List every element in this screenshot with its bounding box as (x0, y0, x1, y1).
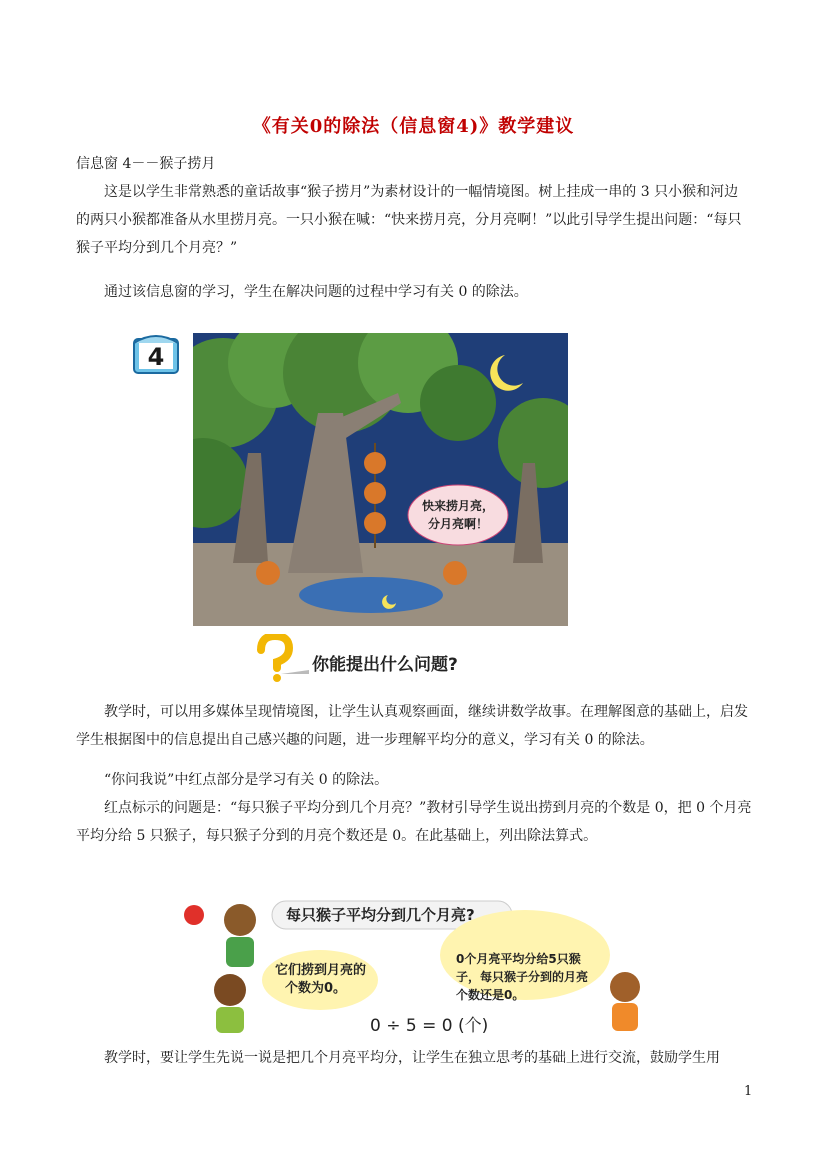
paragraph-final: 教学时，要让学生先说一说是把几个月亮平均分，让学生在独立思考的基础上进行交流，鼓励学生用 (104, 1050, 720, 1066)
speech-line-2: 分月亮啊！ (427, 517, 489, 531)
paragraph-goal: 通过该信息窗的学习，学生在解决问题的过程中学习有关 0 的除法。 (104, 284, 528, 300)
svg-text:4: 4 (147, 343, 165, 371)
answer-right-line-2: 子，每只猴子分到的月亮 (456, 970, 589, 984)
paragraph-intro: 这是以学生非常熟悉的童话故事“猴子捞月”为素材设计的一幅情境图。树上挂成一串的 3 只小猴和河边的两只小猴都准备从水里捞月亮。一只小猴在喊：“快来捞月亮，分月亮啊！”以此引导学生提出问题：“每只猴子平均分到几个月亮？” (76, 184, 742, 256)
answer-right-line-3: 个数还是0。 (456, 988, 525, 1002)
speech-line-1: 快来捞月亮， (421, 499, 495, 513)
page-number: 1 (744, 1084, 753, 1099)
document-title: 《有关0的除法（信息窗4)》教学建议 (252, 116, 575, 137)
paragraph-red-dot: “你问我说”中红点部分是学习有关 0 的除法。 (104, 772, 389, 788)
paragraph-question: 红点标示的问题是：“每只猴子平均分到几个月亮？”教材引导学生说出捞到月亮的个数是 0，把 0 个月亮平均分给 5 只猴子，每只猴子分到的月亮个数还是 0。在此基础上，列出除法算式。 (76, 800, 752, 844)
answer-left-line-1: 它们捞到月亮的 (275, 963, 367, 978)
section-heading: 信息窗 4－－猴子捞月 (76, 156, 216, 172)
paragraph-teaching: 教学时，可以用多媒体呈现情境图，让学生认真观察画面，继续讲数学故事。在理解图意的基础上，启发学生根据图中的信息提出自己感兴趣的问题，进一步理解平均分的意义，学习有关 0 的除法。 (76, 704, 748, 748)
dialog-question: 每只猴子平均分到几个月亮? (286, 906, 475, 924)
answer-right-line-1: 0个月亮平均分给5只猴 (456, 952, 581, 966)
question-prompt: 你能提出什么问题? (312, 655, 458, 675)
info-window-4-icon (132, 333, 180, 375)
answer-left-line-2: 个数为0。 (285, 981, 347, 996)
division-equation: 0 ÷ 5 = 0 (个) (370, 1016, 489, 1036)
monkey-moon-illustration (193, 333, 568, 626)
